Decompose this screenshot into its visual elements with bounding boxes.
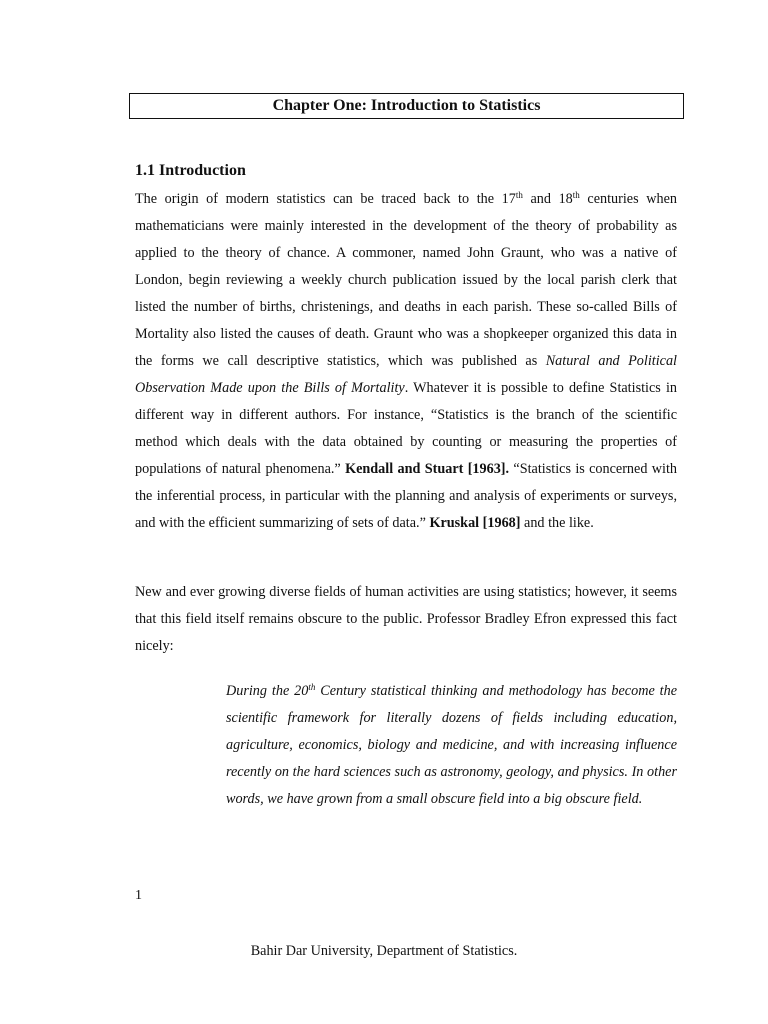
efron-quote [226, 678, 677, 813]
para1-text-5: “Statistics is concerned with the inferential process, in particular with the planning and analysis of experiments or surveys, and with the efficient summarizing of sets of data.” [135, 461, 677, 531]
section-heading: 1.1 Introduction [135, 162, 246, 179]
publication-title: Natural and Political Observation Made upon the Bills of Mortality [135, 353, 677, 396]
para1-text-2: and 18 [522, 191, 573, 207]
para1-text-3: centuries when mathematicians were mainly interested in the development of the theory of probability as applied to the theory of chance. A commoner, named John Graunt, who was a native of London, begin reviewing a weekly church publication issued by the local parish clerk that listed the number of births, christenings, and deaths in each parish. These so-called Bills of Mortality also listed the causes of death. Graunt who was a shopkeeper organized this data in the forms we call descriptive statistics, which was published as [135, 191, 677, 369]
citation-kendall-stuart: Kendall and Stuart [1963]. [345, 461, 510, 477]
quote-text-1: During the 20 [226, 683, 309, 699]
second-paragraph: New and ever growing diverse fields of human activities are using statistics; however, it seems that this field itself remains obscure to the public. Professor Bradley Efron expressed this fact nicely: [135, 584, 677, 654]
para1-text-1: The origin of modern statistics can be traced back to the 17 [135, 191, 516, 207]
page-number: 1 [135, 888, 142, 903]
page-footer: Bahir Dar University, Department of Statistics. [250, 943, 518, 959]
para1-text-6: and the like. [520, 515, 594, 531]
para1-sup-2: th [572, 190, 580, 200]
intro-paragraph [135, 186, 677, 537]
quote-sup: th [308, 682, 316, 692]
chapter-title: Chapter One: Introduction to Statistics [129, 93, 684, 119]
quote-text-2: Century statistical thinking and methodology has become the scientific framework for literally dozens of fields including education, agriculture, economics, biology and medicine, and with increasing influence recently on the hard sciences such as astronomy, geology, and physics. In other words, we have grown from a small obscure field into a big obscure field. [226, 683, 677, 807]
para1-sup-1: th [515, 190, 523, 200]
citation-kruskal: Kruskal [1968] [429, 515, 521, 531]
para1-text-4: . Whatever it is possible to define Statistics in different way in different authors. For instance, “Statistics is the branch of the scientific method which deals with the data obtained by counting or measuring the properties of populations of natural phenomena.” [135, 380, 677, 477]
